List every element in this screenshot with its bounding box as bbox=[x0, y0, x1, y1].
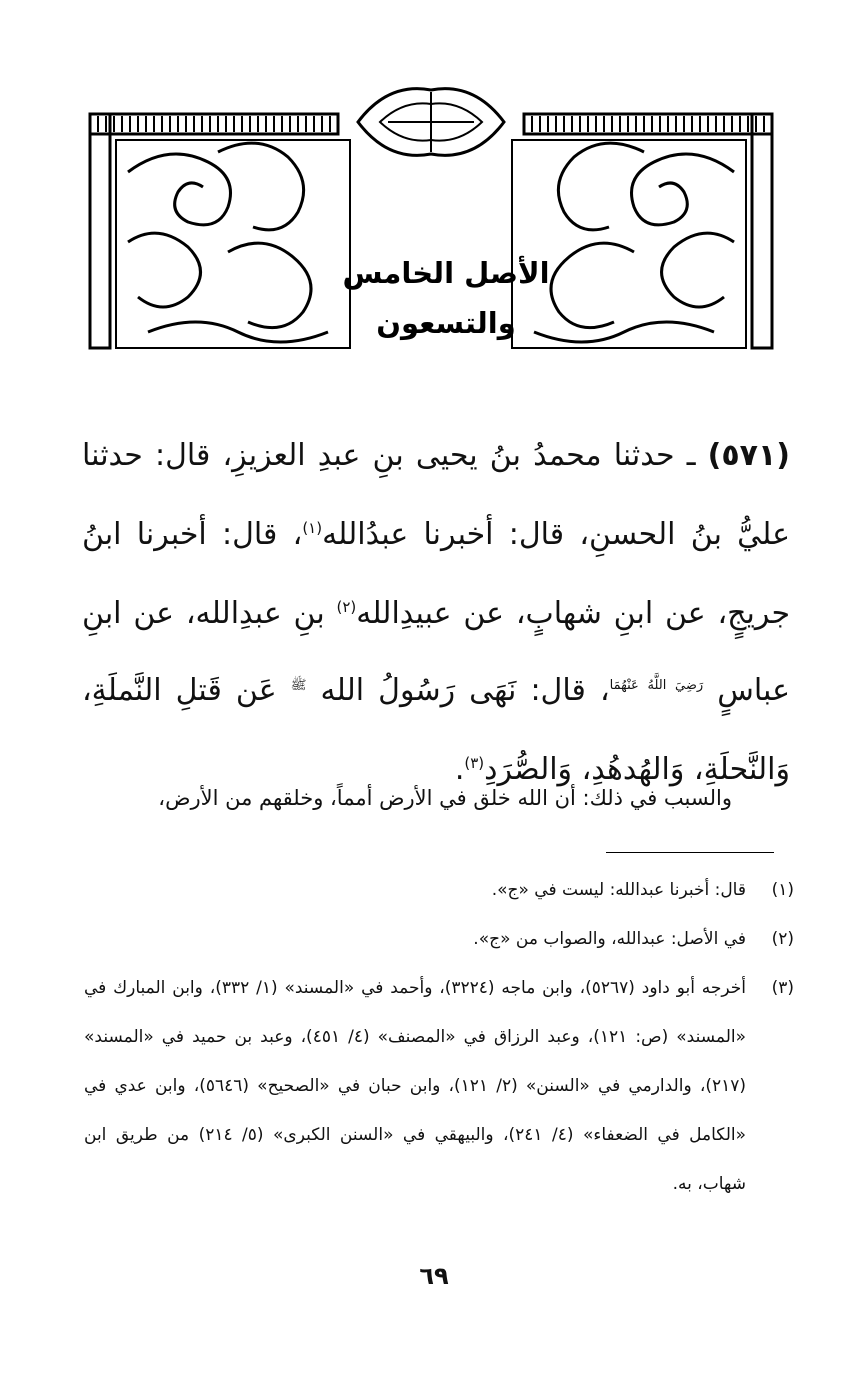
hadith-line-3a: ابنُ جريجٍ، عن ابنِ شهابٍ، عن عبيدِالله bbox=[82, 517, 790, 631]
footnote-number: (٢) bbox=[771, 929, 794, 949]
chapter-title: الأصل الخامس والتسعون bbox=[342, 256, 550, 340]
footnote-divider bbox=[606, 852, 774, 853]
footnote-text: أخرجه أبو داود (٥٢٦٧)، وابن ماجه (٣٢٢٤)، وأحمد في «المسند» (١/ ٣٣٢)، وابن المبارك في «المسند» (ص: ١٢١)، وعبد الرزاق في «المصنف» (٤/ ٤٥١)، وعبد بن حميد في «المسند» (٢١٧)، والدارمي في «السنن» (٢/ ١٢١)، وابن حبان في «الصحيح» (٥٦٤٦)، وابن عدي في «الكامل في الضعفاء» (٤/ ٢٤١)، والبيهقي في «السنن الكبرى» (٥/ ٢١٤) من طريق ابن شهاب، به. bbox=[84, 978, 747, 1194]
hadith-line-4c: عَن قَتلِ النَّملَةِ، bbox=[82, 673, 291, 708]
hadith-line-1: ـ حدثنا محمدُ بنُ يحيى بنِ عبدِ العزيزِ، قال: bbox=[154, 438, 696, 473]
footnote-number: (١) bbox=[771, 880, 794, 900]
hadith-line-4a: ابنِ عباسٍ bbox=[82, 596, 790, 708]
hadith-text bbox=[82, 420, 790, 806]
hadith-line-2a: حدثنا عليُّ بنُ الحسنِ، قال: أخبرنا عبدُالله bbox=[82, 438, 790, 552]
page-number: ٦٩ bbox=[419, 1262, 449, 1290]
footnote-text: في الأصل: عبدالله، والصواب من «ج». bbox=[473, 929, 746, 949]
footnote-item bbox=[84, 915, 794, 964]
footnote-ref-1[interactable]: (١) bbox=[302, 519, 323, 537]
footnote-item bbox=[84, 964, 794, 1209]
hadith-line-5a: وَالنَّحلَةِ، وَالهُدهُدِ، وَالصُّرَدِ bbox=[484, 752, 790, 787]
honorific-mark: رَضِيَ اللَّهُ عَنْهُمَا bbox=[609, 678, 704, 693]
hadith-line-4b: ، قال: نَهَى رَسُولُ الله bbox=[306, 673, 610, 708]
commentary-text: والسبب في ذلك: أن الله خلق في الأرض أمماً، وخلقهم من الأرض، bbox=[158, 786, 732, 810]
hadith-line-5b: . bbox=[454, 752, 465, 787]
hadith-number: (٥٧١) bbox=[707, 438, 790, 473]
footnote-number: (٣) bbox=[771, 978, 794, 998]
footnote-text: قال: أخبرنا عبدالله: ليست في «ج». bbox=[491, 880, 746, 900]
footnote-item bbox=[84, 866, 794, 915]
hadith-line-3b: بنِ عبدِالله، عن bbox=[133, 596, 337, 631]
hadith-line-2b: ، قال: أخبرنا bbox=[136, 517, 303, 552]
footnotes bbox=[84, 866, 794, 1209]
footnote-ref-2[interactable]: (٢) bbox=[336, 598, 357, 616]
footnote-ref-3[interactable]: (٣) bbox=[464, 754, 485, 772]
salawat-mark: ﷺ bbox=[290, 678, 307, 693]
